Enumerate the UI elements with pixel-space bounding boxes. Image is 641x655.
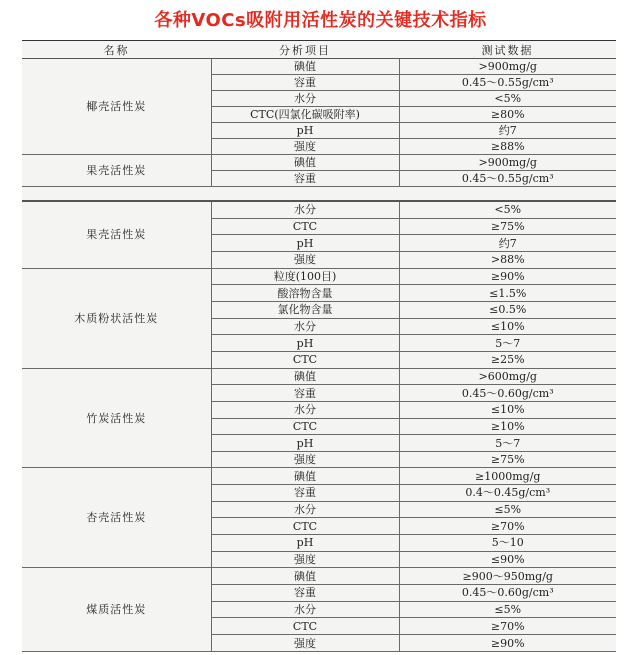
test-value: 5～7 (399, 335, 616, 352)
analysis-item: 容重 (211, 385, 399, 402)
analysis-item: 容重 (211, 171, 399, 187)
test-value: ≥88% (399, 139, 616, 155)
analysis-item: CTC (211, 351, 399, 368)
analysis-item: 水分 (211, 202, 399, 218)
test-value: ≤5% (399, 501, 616, 518)
analysis-item: 碘值 (211, 155, 399, 171)
analysis-item: pH (211, 335, 399, 352)
analysis-item: 容重 (211, 75, 399, 91)
test-value: 约7 (399, 235, 616, 252)
carbon-type-name: 果壳活性炭 (22, 202, 211, 268)
test-value: ≤1.5% (399, 285, 616, 302)
table-row (22, 59, 616, 75)
table-row (22, 468, 616, 485)
test-value: >900mg/g (399, 59, 616, 75)
test-value: 0.45～0.60g/cm³ (399, 585, 616, 602)
table-row (22, 202, 616, 218)
carbon-type-name: 椰壳活性炭 (22, 59, 211, 155)
analysis-item: 碘值 (211, 368, 399, 385)
analysis-item: 强度 (211, 551, 399, 568)
test-value: 0.45～0.60g/cm³ (399, 385, 616, 402)
test-value: <5% (399, 91, 616, 107)
test-value: ≥75% (399, 218, 616, 235)
header-item: 分析项目 (279, 43, 331, 57)
analysis-item: 强度 (211, 635, 399, 652)
analysis-item: 粒度(100目) (211, 268, 399, 285)
test-value: ≥75% (399, 451, 616, 468)
carbon-type-name: 竹炭活性炭 (22, 368, 211, 468)
analysis-item: 水分 (211, 601, 399, 618)
analysis-item: 酸溶物含量 (211, 285, 399, 302)
test-value: >88% (399, 251, 616, 268)
page-title: 各种VOCs吸附用活性炭的关键技术指标 (154, 10, 487, 31)
test-value: ≤10% (399, 318, 616, 335)
analysis-item: 容重 (211, 585, 399, 602)
test-value: ≥90% (399, 268, 616, 285)
test-value: ≤10% (399, 401, 616, 418)
test-value: 5～10 (399, 535, 616, 552)
analysis-item: 碘值 (211, 59, 399, 75)
analysis-item: CTC (211, 418, 399, 435)
analysis-item: 强度 (211, 451, 399, 468)
header-name: 名称 (103, 43, 130, 57)
test-value: ≤90% (399, 551, 616, 568)
carbon-type-name: 杏壳活性炭 (22, 468, 211, 568)
test-value: ≥10% (399, 418, 616, 435)
analysis-item: pH (211, 235, 399, 252)
test-value: ≥90% (399, 635, 616, 652)
analysis-item: CTC (211, 518, 399, 535)
test-value: ≥80% (399, 107, 616, 123)
table-part-1 (22, 59, 616, 187)
header-data: 测试数据 (481, 43, 534, 57)
table-part-2 (22, 202, 616, 652)
test-value: ≤5% (399, 601, 616, 618)
test-value: ≥70% (399, 618, 616, 635)
table-row (22, 268, 616, 285)
analysis-item: CTC (211, 618, 399, 635)
test-value: ≥1000mg/g (399, 468, 616, 485)
test-value: ≤0.5% (399, 301, 616, 318)
carbon-type-name: 果壳活性炭 (22, 155, 211, 187)
analysis-item: 水分 (211, 91, 399, 107)
test-value: 约7 (399, 123, 616, 139)
table-row (22, 568, 616, 585)
analysis-item: pH (211, 535, 399, 552)
analysis-item: 水分 (211, 501, 399, 518)
analysis-item: 强度 (211, 139, 399, 155)
test-value: 0.4～0.45g/cm³ (399, 485, 616, 502)
spec-table (22, 40, 616, 652)
analysis-item: 水分 (211, 401, 399, 418)
test-value: ≥70% (399, 518, 616, 535)
analysis-item: 碘值 (211, 468, 399, 485)
test-value: ≥25% (399, 351, 616, 368)
carbon-type-name: 煤质活性炭 (22, 568, 211, 652)
carbon-type-name: 木质粉状活性炭 (22, 268, 211, 368)
analysis-item: 强度 (211, 251, 399, 268)
test-value: 0.45～0.55g/cm³ (399, 75, 616, 91)
analysis-item: 容重 (211, 485, 399, 502)
test-value: <5% (399, 202, 616, 218)
analysis-item: CTC(四氯化碳吸附率) (211, 107, 399, 123)
analysis-item: pH (211, 435, 399, 452)
test-value: 5～7 (399, 435, 616, 452)
test-value: >600mg/g (399, 368, 616, 385)
analysis-item: pH (211, 123, 399, 139)
test-value: ≥900～950mg/g (399, 568, 616, 585)
test-value: >900mg/g (399, 155, 616, 171)
analysis-item: CTC (211, 218, 399, 235)
table-header (22, 40, 616, 59)
test-value: 0.45～0.55g/cm³ (399, 171, 616, 187)
analysis-item: 碘值 (211, 568, 399, 585)
analysis-item: 水分 (211, 318, 399, 335)
table-row (22, 155, 616, 171)
analysis-item: 氯化物含量 (211, 301, 399, 318)
table-row (22, 368, 616, 385)
